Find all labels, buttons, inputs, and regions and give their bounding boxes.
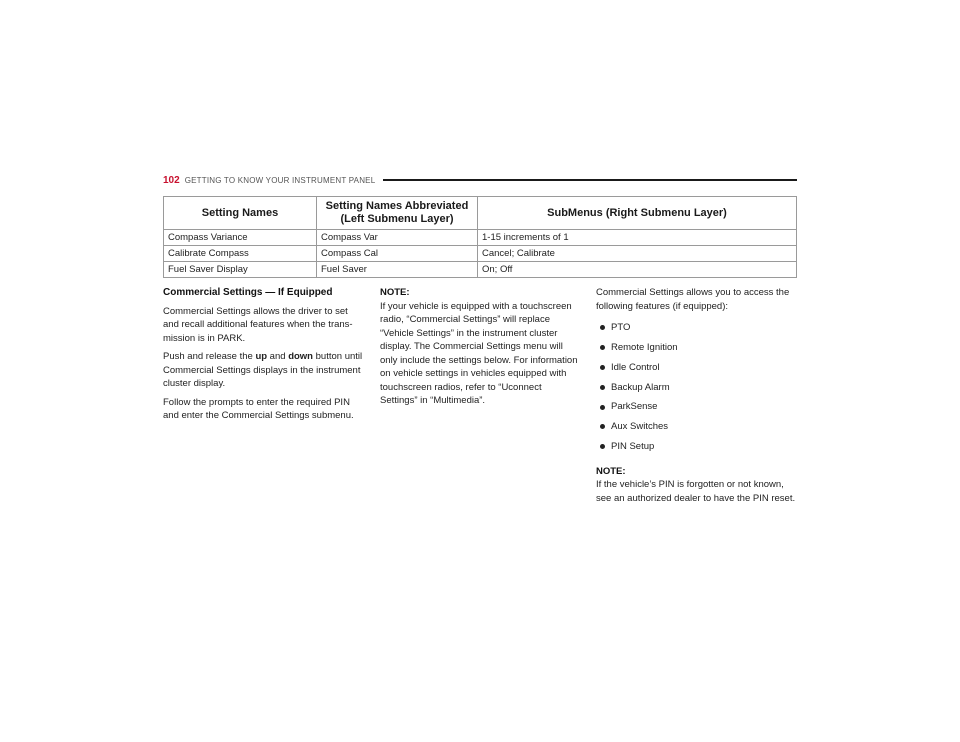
features-list (596, 318, 796, 457)
bullet-icon (600, 345, 605, 350)
table-cell: Compass Var (317, 230, 478, 246)
list-item-label: Aux Switches (611, 421, 669, 433)
table-header-submenus: SubMenus (Right Submenu Layer) (478, 197, 797, 230)
up-keyword: up (255, 351, 268, 362)
bullet-icon (600, 405, 605, 410)
bullet-icon (600, 444, 605, 449)
table-cell: Calibrate Compass (164, 246, 317, 262)
list-item-label: Idle Control (611, 361, 660, 373)
list-item-label: PTO (611, 322, 631, 334)
list-item (600, 437, 796, 457)
text-span: and (267, 351, 289, 362)
table-cell: Fuel Saver (317, 262, 478, 278)
down-keyword: down (288, 351, 313, 362)
section-title: GETTING TO KNOW YOUR INSTRUMENT PANEL (184, 175, 376, 185)
note-text: If the vehicle’s PIN is forgotten or not known, see an authorized dealer to have the PIN reset. (596, 479, 796, 504)
note-text: If your vehicle is equipped with a touchscreen radio, “Commercial Settings” will replace “Vehicle Settings” in the instrument cluster display. The Commercial Settings menu will only include the settings below. For information on vehicle settings in vehicles equipped with touchscreen radios, refer to “Uconnect Settings” in “Multimedia”. (380, 300, 578, 406)
paragraph: Follow the prompts to enter the required PIN and enter the Commercial Settings submenu. (163, 396, 354, 421)
table-header-row (164, 197, 797, 230)
table-cell: Cancel; Calibrate (478, 246, 797, 262)
text-span: button until Commercial Settings displays in the instrument cluster display. (163, 351, 363, 389)
table-cell: Fuel Saver Display (164, 262, 317, 278)
table-cell: Compass Cal (317, 246, 478, 262)
table-cell: 1-15 increments of 1 (478, 230, 797, 246)
header-rule (383, 179, 797, 181)
right-column (596, 286, 796, 510)
table-row (164, 246, 797, 262)
list-item (600, 397, 796, 417)
bullet-icon (600, 385, 605, 390)
note-label: NOTE: (596, 465, 626, 477)
list-item-label: ParkSense (611, 401, 658, 413)
table-cell: Compass Variance (164, 230, 317, 246)
text-span: Push and release the (163, 351, 256, 362)
list-item (600, 358, 796, 378)
list-item-label: PIN Setup (611, 440, 655, 452)
paragraph (163, 350, 363, 391)
middle-column (380, 286, 580, 413)
features-intro: Commercial Settings allows you to access the following features (if equipped): (596, 287, 790, 312)
table-cell: On; Off (478, 262, 797, 278)
page-header (163, 172, 797, 188)
note-label: NOTE: (380, 287, 410, 298)
list-item (600, 417, 796, 437)
list-item-label: Remote Ignition (611, 341, 678, 353)
bullet-icon (600, 325, 605, 330)
table-row (164, 230, 797, 246)
page-number: 102 (163, 174, 180, 186)
list-item (600, 338, 796, 358)
list-item (600, 318, 796, 338)
table-header-abbreviated: Setting Names Abbreviated (Left Submenu Layer) (317, 197, 478, 230)
list-item-label: Backup Alarm (611, 381, 670, 393)
bullet-icon (600, 365, 605, 370)
commercial-settings-heading: Commercial Settings — If Equipped (163, 287, 333, 298)
bullet-icon (600, 424, 605, 429)
table-row (164, 262, 797, 278)
list-item (600, 377, 796, 397)
paragraph: Commercial Settings allows the driver to set and recall additional features when the trans-mission is in PARK. (163, 305, 353, 344)
table-header-setting-names: Setting Names (164, 197, 317, 230)
settings-table (163, 196, 797, 278)
left-column (163, 286, 363, 428)
